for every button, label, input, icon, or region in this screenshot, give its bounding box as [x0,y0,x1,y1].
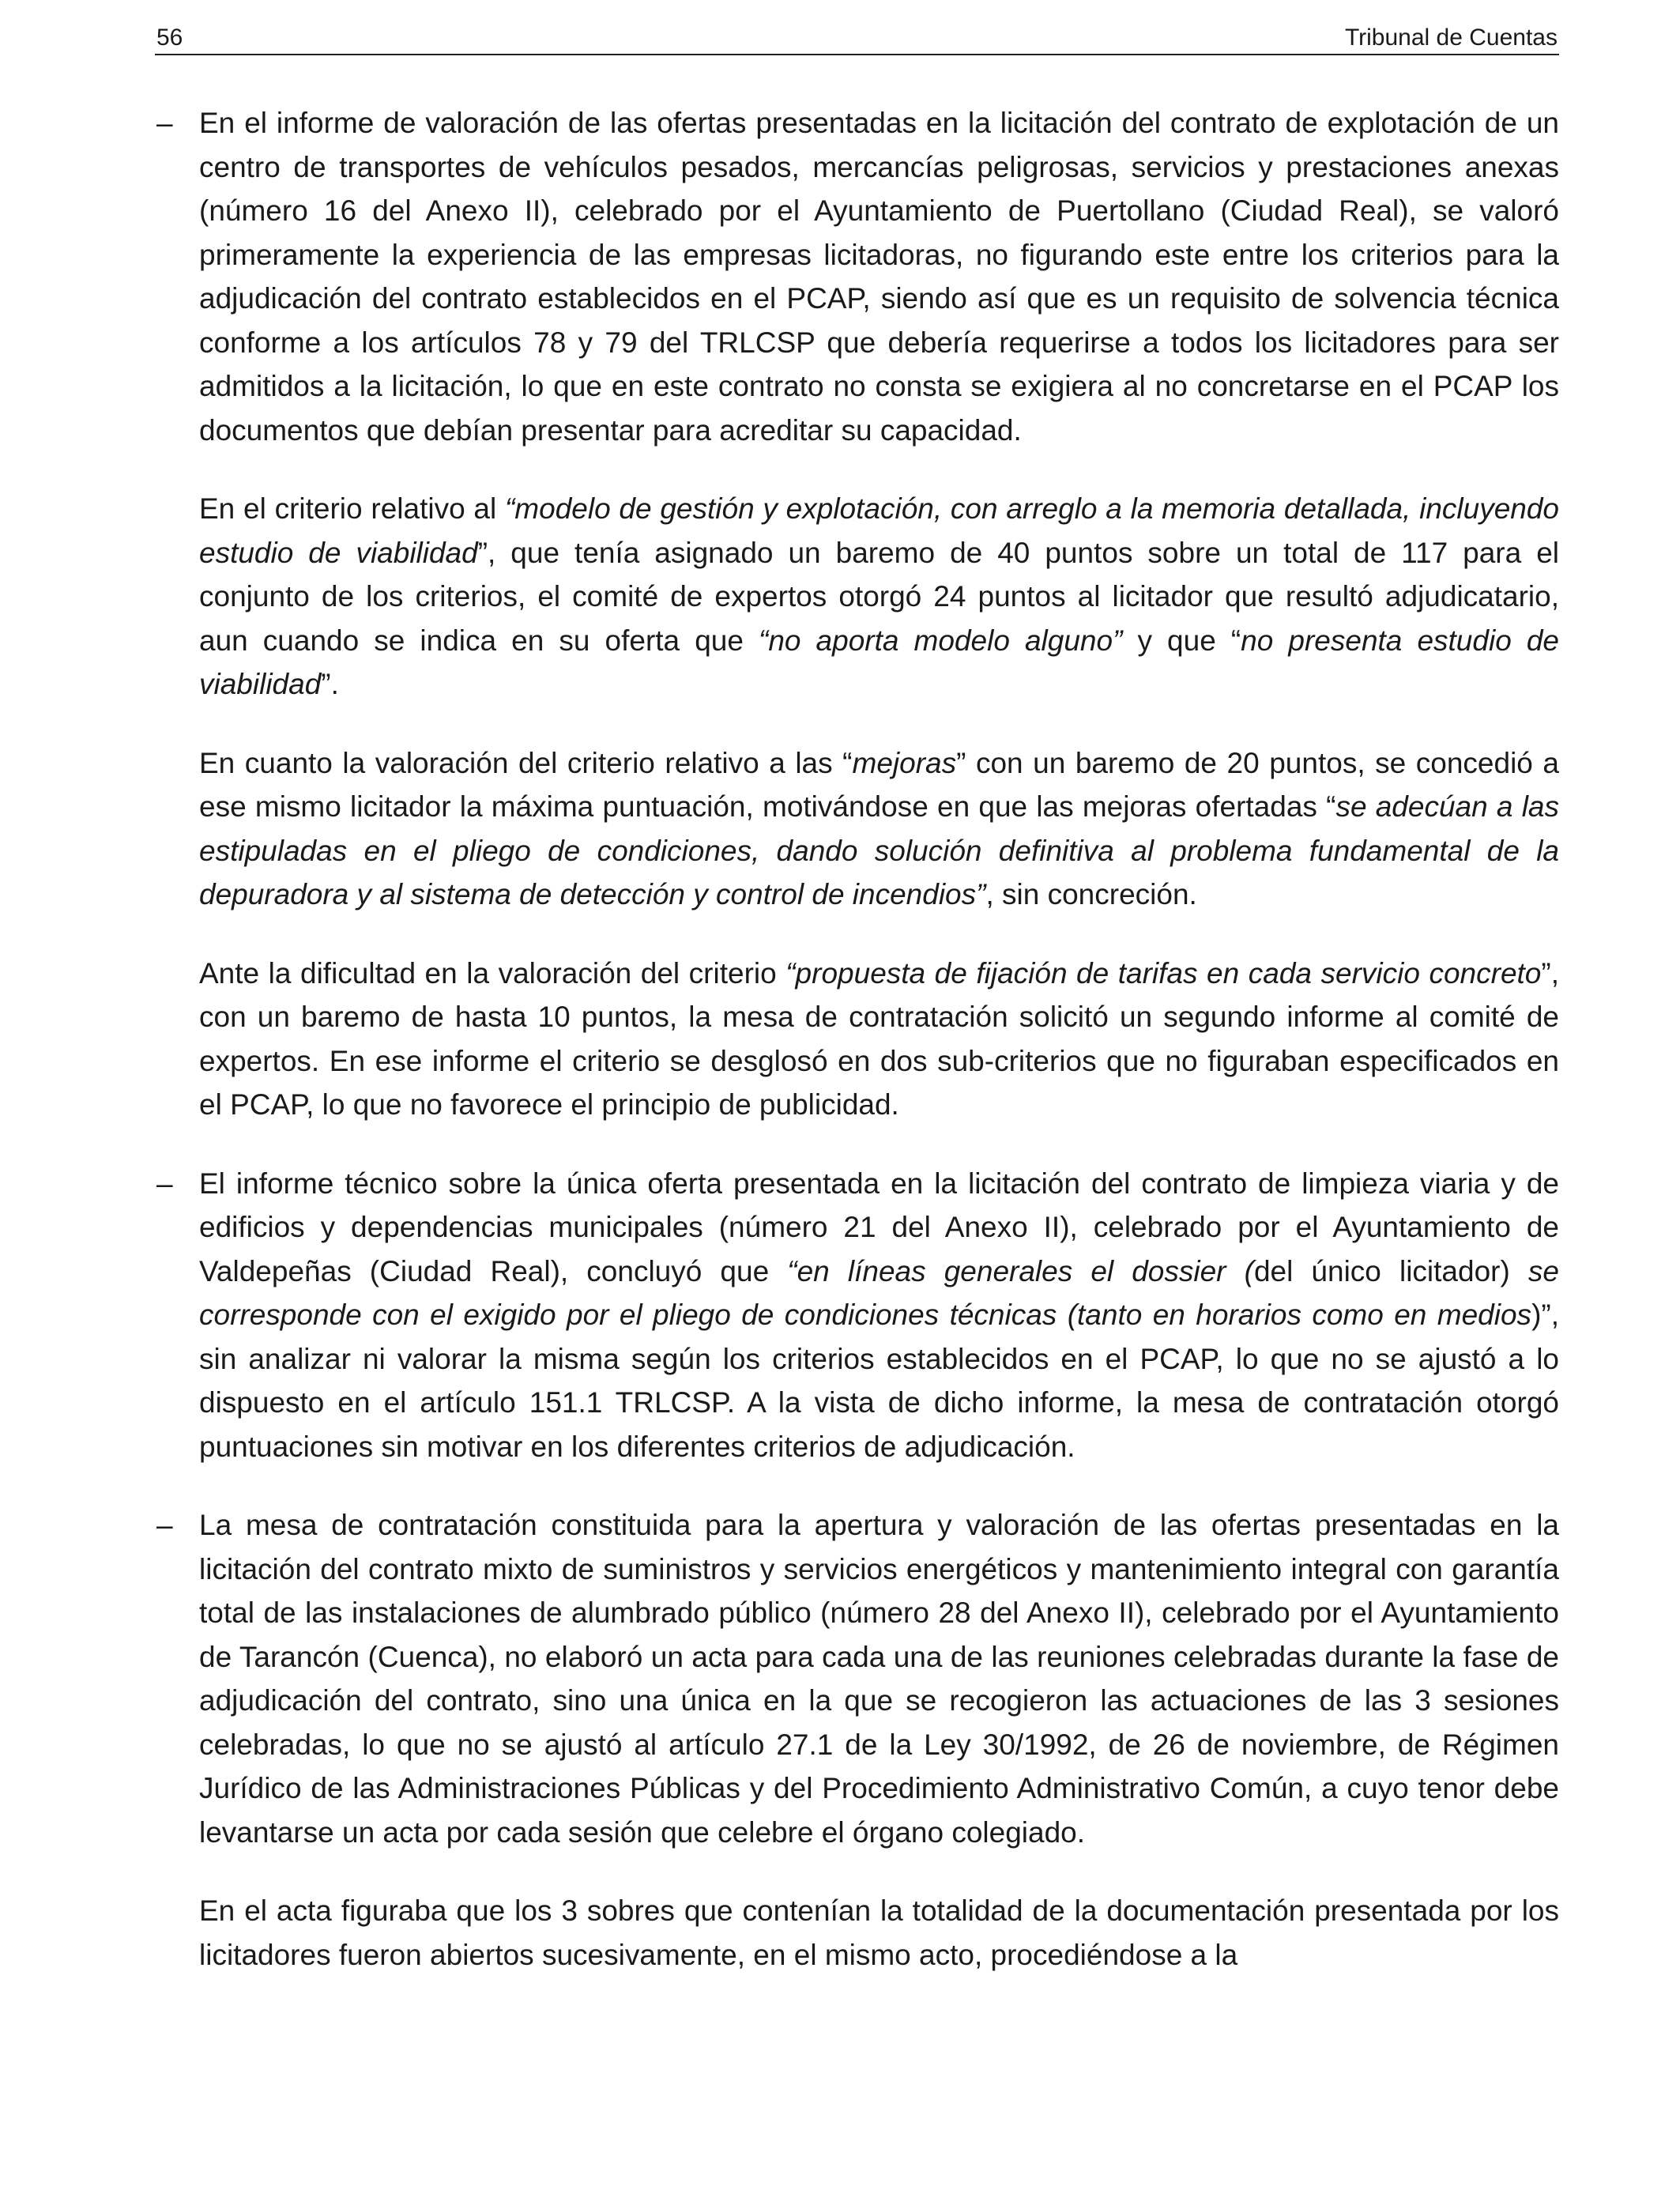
quoted-text: “no aporta modelo alguno” [759,624,1123,657]
paragraph: La mesa de contratación constituida para la apertura y valoración de las ofertas presentadas en la licitación del contrato mixto de suministros y servicios energéticos y mantenimiento integral con garantía total de las instalaciones de alumbrado público (número 28 del Anexo II), celebrado por el Ayuntamiento de Tarancón (Cuenca), no elaboró un acta para cada una de las reuniones celebradas durante la fase de adjudicación del contrato, sino una única en la que se recogieron las actuaciones de las 3 sesiones celebradas, lo que no se ajustó al artículo 27.1 de la Ley 30/1992, de 26 de noviembre, de Régimen Jurídico de las Administraciones Públicas y del Procedimiento Administrativo Común, a cuyo tenor debe levantarse un acta por cada sesión que celebre el órgano colegiado. [199,1509,1559,1849]
dash-bullet: – [156,1509,173,1541]
text-run: ”, que tenía asignado un baremo de 40 puntos sobre un total de 117 para el conjunto de los criterios, el comité de expertos otorgó 24 puntos al licitador que resultó adjudicatario, aun cuando se indica en su oferta que [199,536,1559,657]
text-run: )”, sin analizar ni valorar la misma según los criterios establecidos en el PCAP, lo que no se ajustó a lo dispuesto en el artículo 151.1 TRLCSP. A la vista de dicho informe, la mesa de contratación otorgó puntuaciones sin motivar en los diferentes criterios de adjudicación. [199,1299,1559,1463]
body-text [155,101,1559,2011]
quoted-text: “modelo de gestión y explotación, con arreglo a la memoria detallada, incluyendo estudio de viabilidad [199,492,1559,569]
quoted-text: se corresponde con el exigido por el pliego de condiciones técnicas (tanto en horarios como en medios [199,1254,1559,1331]
text-run: y que “ [1122,624,1241,657]
list-item [155,1503,1559,1977]
running-title: Tribunal de Cuentas [1344,25,1558,51]
paragraph [199,487,1559,707]
paragraph [199,952,1559,1127]
quoted-text: no presenta estudio de viabilidad [199,624,1559,700]
page-number: 56 [156,25,183,51]
quoted-text: “en líneas generales el dossier ( [787,1254,1254,1287]
paragraph [199,741,1559,917]
text-run: En el criterio relativo al [199,492,505,525]
paragraph: En el informe de valoración de las ofertas presentadas en la licitación del contrato de explotación de un centro de transportes de vehículos pesados, mercancías peligrosas, servicios y prestaciones anexas (número 16 del Anexo II), celebrado por el Ayuntamiento de Puertollano (Ciudad Real), se valoró primeramente la experiencia de las empresas licitadoras, no figurando este entre los criterios para la adjudicación del contrato establecidos en el PCAP, siendo así que es un requisito de solvencia técnica conforme a los artículos 78 y 79 del TRLCSP que debería requerirse a todos los licitadores para ser admitidos a la licitación, lo que en este contrato no consta se exigiera al no concretarse en el PCAP los documentos que debían presentar para acreditar su capacidad. [199,107,1559,447]
text-run: , sin concreción. [985,878,1197,910]
text-run: El informe técnico sobre la única oferta presentada en la licitación del contrato de limpieza viaria y de edificios y dependencias municipales (número 21 del Anexo II), celebrado por el Ayuntamiento de Valdepeñas (Ciudad Real), concluyó que [199,1167,1559,1287]
quoted-text: se adecúan a las estipuladas en el pliego de condiciones, dando solución definitiva al problema fundamental de la depuradora y al sistema de detección y control de incendios” [199,790,1559,910]
paragraph: En el acta figuraba que los 3 sobres que contenían la totalidad de la documentación presentada por los licitadores fueron abiertos sucesivamente, en el mismo acto, procediéndose a la [199,1894,1559,1971]
page-header [155,22,1559,55]
paragraph [199,1162,1559,1469]
quoted-text: mejoras [852,746,957,779]
list-item [155,101,1559,1127]
text-run: ”. [321,668,339,700]
text-run: En cuanto la valoración del criterio relativo a las “ [199,746,853,779]
text-run: ” con un baremo de 20 puntos, se concedió a ese mismo licitador la máxima puntuación, motivándose en que las mejoras ofertadas “ [199,746,1559,823]
text-run: Ante la dificultad en la valoración del criterio [199,956,786,990]
list-item [155,1162,1559,1469]
text-run: del único licitador) [1253,1254,1528,1287]
text-run: ”, con un baremo de hasta 10 puntos, la mesa de contratación solicitó un segundo informe al comité de expertos. En ese informe el criterio se desglosó en dos sub-criterios que no figuraban especificados en el PCAP, lo que no favorece el principio de publicidad. [199,956,1559,1121]
dash-bullet: – [156,107,173,139]
quoted-text: “propuesta de fijación de tarifas en cada servicio concreto [785,956,1542,990]
dash-bullet: – [156,1167,173,1200]
